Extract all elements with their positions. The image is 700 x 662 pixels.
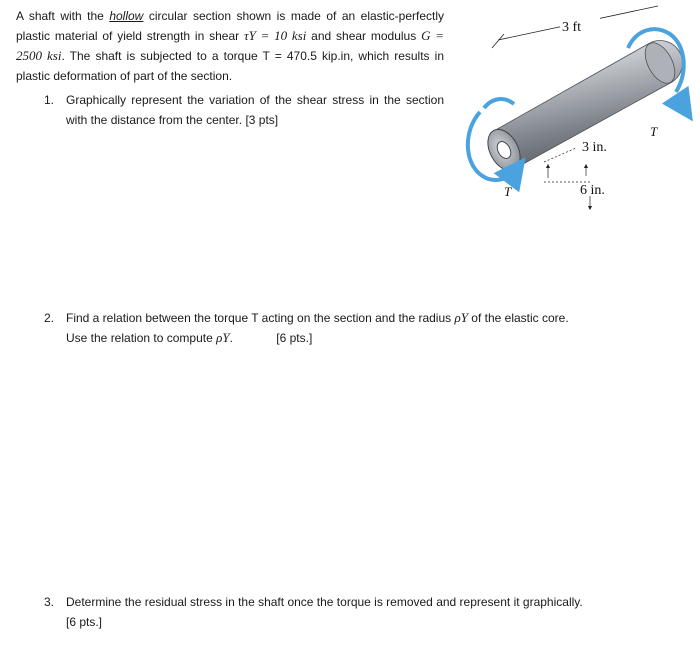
question-2-text-b: of the elastic core. xyxy=(467,311,569,325)
intro-text-4: . The shaft is subjected to a torque T = 470.5 kip.in, which results in plastic deformation of part of the section. xyxy=(16,49,444,83)
question-3-points: [6 pts.] xyxy=(66,615,103,629)
outer-radius-dimension xyxy=(544,166,605,208)
question-1-number: 1. xyxy=(44,93,55,107)
question-3-number: 3. xyxy=(44,595,55,609)
torque-right-label: T xyxy=(650,124,658,139)
question-2-text-a: Find a relation between the torque T acting on the section and the radius xyxy=(66,311,455,325)
length-label: 3 ft xyxy=(562,20,582,35)
question-2-number: 2. xyxy=(44,311,55,325)
shaft-figure xyxy=(440,0,700,240)
intro-text-3: and shear modulus xyxy=(306,29,422,43)
shaft-diagram xyxy=(440,0,700,240)
question-2-text-d: . xyxy=(229,331,233,345)
intro-text-1: A shaft with the xyxy=(16,9,110,23)
question-2-text-c: Use the relation to compute xyxy=(66,331,217,345)
hollow-emphasis: hollow xyxy=(109,9,144,23)
shear-modulus: G = 2500 ksi xyxy=(16,28,444,63)
question-3 xyxy=(44,592,664,632)
problem-statement xyxy=(16,6,444,86)
yield-strength: τY = 10 ksi xyxy=(243,28,307,43)
question-1 xyxy=(44,90,444,130)
question-1-points: [3 pts] xyxy=(245,113,279,127)
torque-left-label: T xyxy=(504,184,512,199)
question-3-text: Determine the residual stress in the shaft once the torque is removed and represent it graphically. xyxy=(66,595,583,609)
question-1-text: Graphically represent the variation of the shear stress in the section with the distance from the center. xyxy=(66,93,444,127)
question-2-points: [6 pts.] xyxy=(276,331,313,345)
shaft-body xyxy=(481,38,682,176)
inner-radius-label: 3 in. xyxy=(582,140,607,155)
elastic-core-radius-symbol: ρY xyxy=(454,310,468,325)
intro-text-2: circular section shown is made of an elastic-perfectly plastic material of yield strength in shear xyxy=(16,9,445,43)
outer-radius-label: 6 in. xyxy=(580,183,605,198)
elastic-core-radius-symbol-2: ρY xyxy=(216,330,230,345)
question-2 xyxy=(44,308,664,348)
